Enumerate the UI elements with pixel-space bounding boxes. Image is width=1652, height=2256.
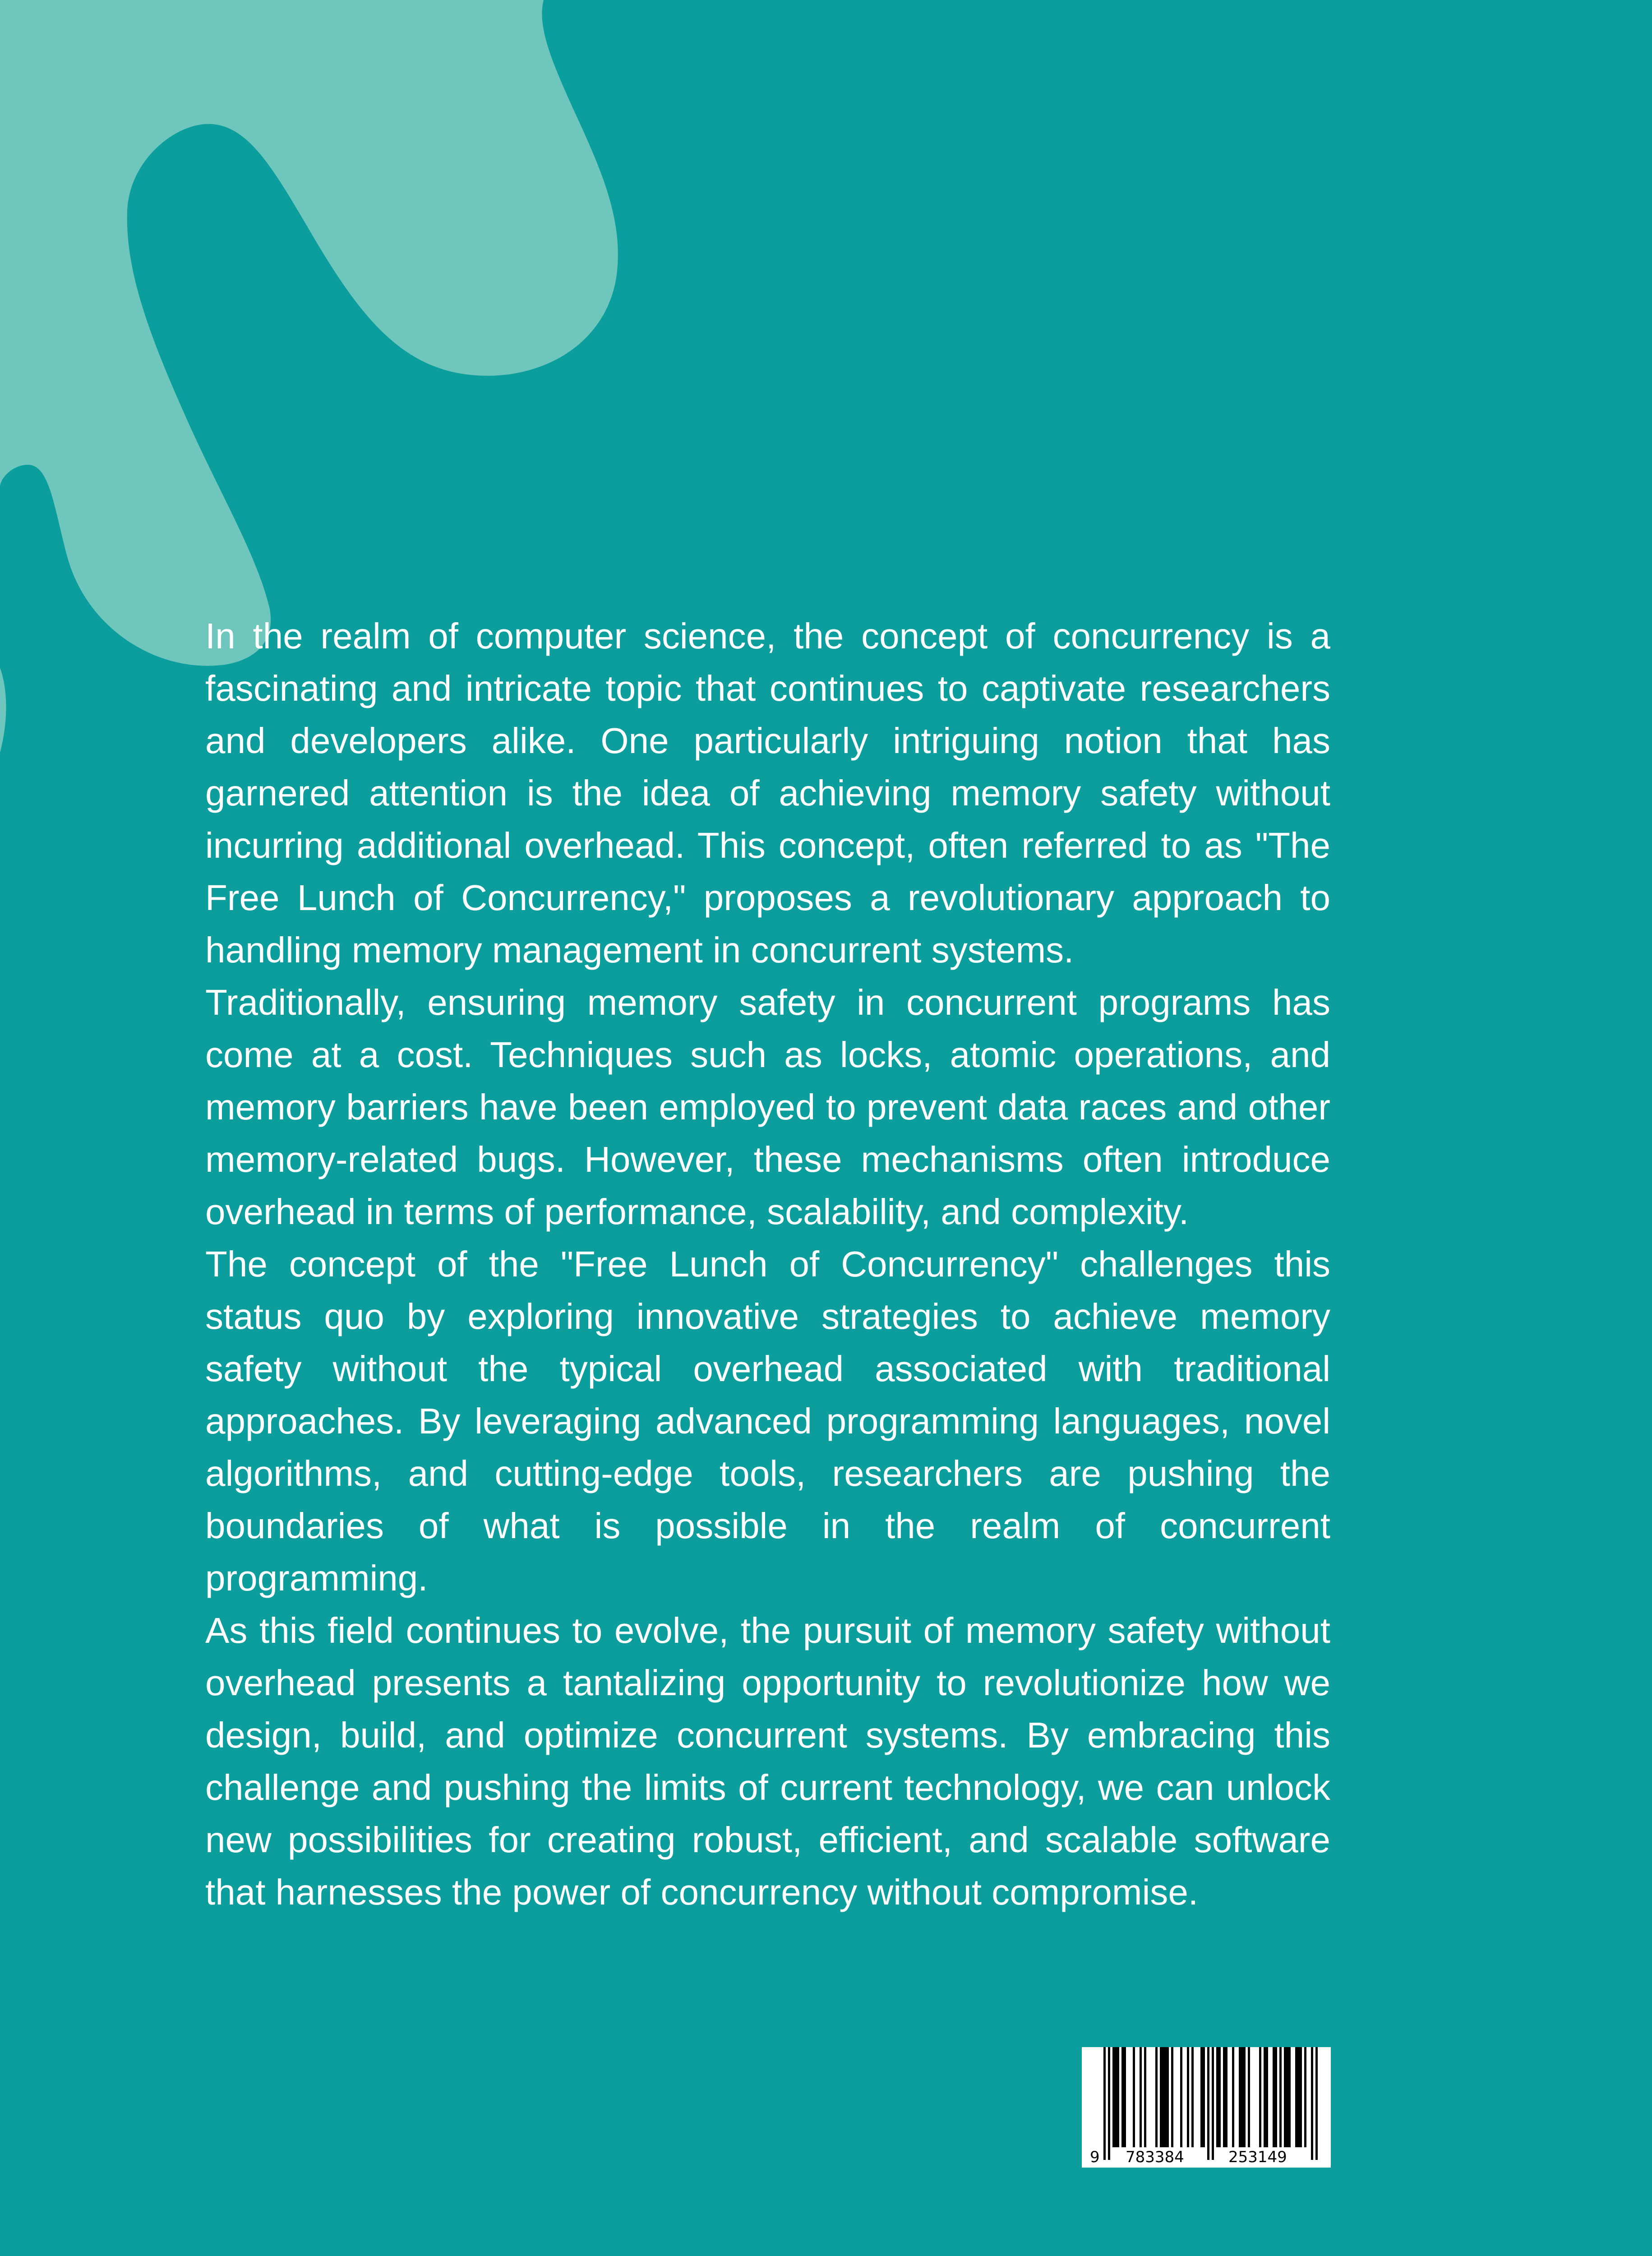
barcode-bar <box>1124 2047 1126 2147</box>
barcode-bar <box>1218 2047 1221 2147</box>
barcode-bar <box>1225 2047 1227 2147</box>
barcode-bar <box>1232 2047 1234 2147</box>
barcode-bar <box>1284 2047 1286 2147</box>
barcode-bar <box>1144 2047 1146 2147</box>
barcode-bar <box>1203 2047 1205 2147</box>
barcode-bar <box>1171 2047 1173 2147</box>
barcode-number <box>1082 2148 1331 2166</box>
paragraph: As this field continues to evolve, the pursuit of memory safety without overhead presents a tantalizing opportunity to revolutionize how we design, build, and optimize concurrent systems. By embracing this challenge and pushing the limits of current technology, we can unlock new possibilities for creating robust, efficient, and scalable software that harnesses the power of concurrency without compromise. <box>205 1610 1330 1912</box>
barcode-bar <box>1155 2047 1158 2147</box>
barcode-bar <box>1212 2047 1214 2160</box>
barcode-bar <box>1248 2047 1250 2147</box>
barcode-bar <box>1207 2047 1209 2160</box>
barcode-bar <box>1115 2047 1117 2147</box>
isbn-barcode <box>1082 2047 1331 2168</box>
barcode-left-group: 783384 <box>1126 2148 1184 2166</box>
barcode-bar <box>1239 2047 1241 2147</box>
barcode-bar <box>1275 2047 1277 2147</box>
barcode-bar <box>1103 2047 1106 2160</box>
barcode-bar <box>1286 2047 1288 2147</box>
barcode-bar <box>1295 2047 1297 2147</box>
paragraph: Traditionally, ensuring memory safety in concurrent programs has come at a cost. Techniques such as locks, atomic operations, and memory barriers have been employed to prevent data races and other memory-related bugs. However, these mechanisms often introduce overhead in terms of performance, scalability, and complexity. <box>205 982 1330 1232</box>
barcode-bar <box>1266 2047 1268 2147</box>
barcode-bar <box>1279 2047 1282 2147</box>
barcode-bar <box>1121 2047 1124 2147</box>
barcode-bar <box>1160 2047 1162 2147</box>
barcode-bar <box>1117 2047 1119 2147</box>
barcode-bar <box>1187 2047 1189 2147</box>
barcode-bar <box>1223 2047 1225 2147</box>
barcode-bar <box>1180 2047 1182 2147</box>
barcode-bar <box>1288 2047 1291 2147</box>
barcode-bar <box>1259 2047 1261 2147</box>
barcode-bar <box>1216 2047 1218 2147</box>
barcode-bar <box>1167 2047 1169 2147</box>
barcode-right-group: 253149 <box>1228 2148 1287 2166</box>
barcode-bar <box>1112 2047 1115 2147</box>
barcode-bar <box>1191 2047 1194 2147</box>
barcode-bar <box>1108 2047 1110 2160</box>
barcode-bar <box>1264 2047 1266 2147</box>
paragraph: The concept of the "Free Lunch of Concurrency" challenges this status quo by exploring innovative strategies to achieve memory safety without the typical overhead associated with traditional approaches. By leveraging advanced programming languages, novel algorithms, and cutting-edge tools, researchers are pushing the boundaries of what is possible in the realm of concurrent programming. <box>205 1244 1330 1598</box>
barcode-bar <box>1297 2047 1300 2147</box>
barcode-bar <box>1162 2047 1164 2147</box>
barcode-bar <box>1241 2047 1243 2147</box>
paragraph: In the realm of computer science, the concept of concurrency is a fascinating and intricate topic that continues to captivate researchers and developers alike. One particularly intriguing notion that has garnered attention is the idea of achieving memory safety without incurring additional overhead. This concept, often referred to as "The Free Lunch of Concurrency," proposes a revolutionary approach to handling memory management in concurrent systems. <box>205 616 1330 970</box>
barcode-bar <box>1140 2047 1142 2147</box>
barcode-first-digit: 9 <box>1090 2148 1100 2166</box>
barcode-bar <box>1164 2047 1167 2147</box>
barcode-bar <box>1304 2047 1306 2147</box>
back-cover-blurb <box>205 610 1330 1919</box>
barcode-bar <box>1273 2047 1275 2147</box>
barcode-bar <box>1315 2047 1318 2160</box>
barcode-bar <box>1133 2047 1135 2147</box>
barcode-bar <box>1200 2047 1203 2147</box>
barcode-bar <box>1243 2047 1246 2147</box>
barcode-bar <box>1300 2047 1302 2147</box>
barcode-bar <box>1311 2047 1313 2160</box>
